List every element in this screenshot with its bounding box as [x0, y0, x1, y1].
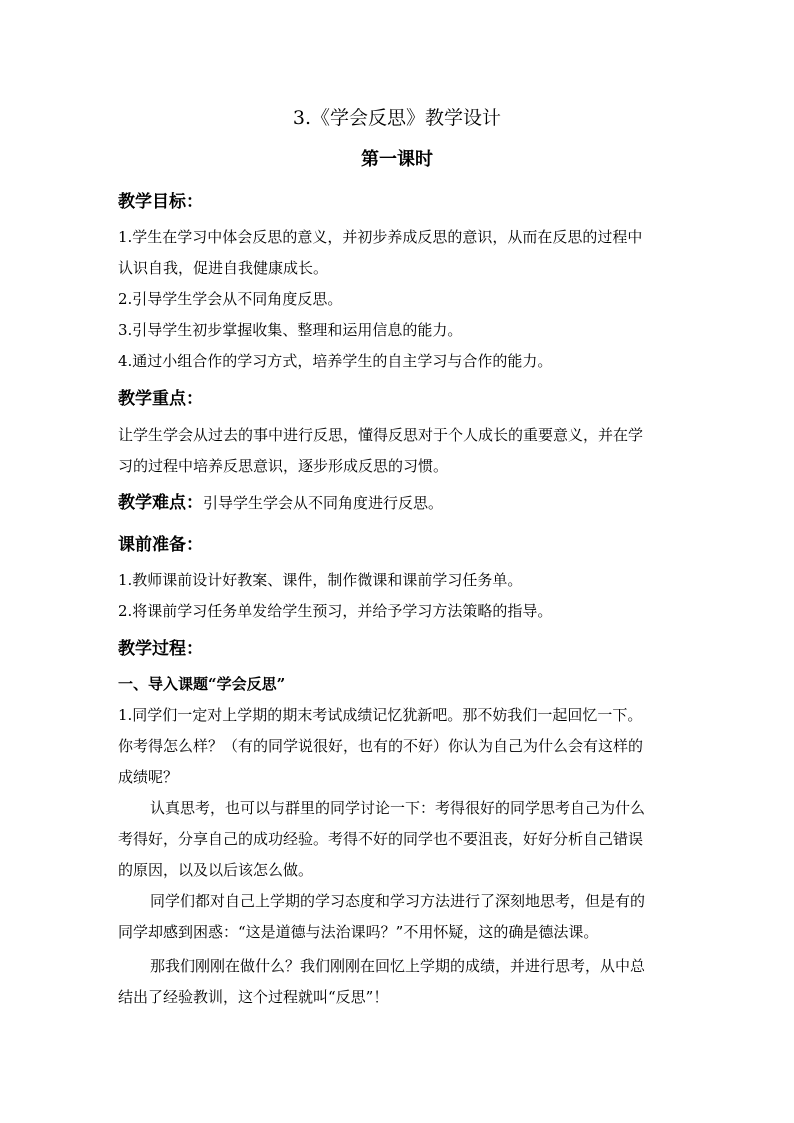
difficulty-row	[118, 492, 678, 514]
process-line: 同学却感到困惑：“这是道德与法治课吗？”不用怀疑，这的确是德法课。	[118, 923, 599, 941]
objectives-line: 1.学生在学习中体会反思的意义，并初步养成反思的意识，从而在反思的过程中	[118, 228, 643, 246]
difficulty-heading: 教学难点：	[118, 493, 203, 513]
document-title: 3.《学会反思》教学设计	[292, 107, 502, 129]
process-line: 成绩呢？	[118, 768, 179, 786]
process-line: 考得好，分享自己的成功经验。考得不好的同学也不要沮丧，好好分析自己错误	[118, 830, 644, 848]
document-subtitle: 第一课时	[361, 149, 433, 170]
key-points-line: 让学生学会从过去的事中进行反思，懂得反思对于个人成长的重要意义，并在学	[118, 426, 644, 444]
preparation-line: 1.教师课前设计好教案、课件，制作微课和课前学习任务单。	[118, 571, 523, 589]
process-line: 那我们刚刚在做什么？我们刚刚在回忆上学期的成绩，并进行思考，从中总	[150, 957, 646, 975]
process-line: 结出了经验教训，这个过程就叫“反思”！	[118, 988, 389, 1006]
preparation-heading: 课前准备：	[118, 535, 203, 555]
difficulty-text: 引导学生学会从不同角度进行反思。	[203, 494, 444, 512]
objectives-line: 3.引导学生初步掌握收集、整理和运用信息的能力。	[118, 321, 463, 339]
process-line: 的原因，以及以后该怎么做。	[118, 861, 314, 879]
objectives-line: 认识自我，促进自我健康成长。	[118, 259, 329, 277]
process-line: 同学们都对自己上学期的学习态度和学习方法进行了深刻地思考，但是有的	[150, 892, 646, 910]
process-section-heading: 一、导入课题“学会反思”	[118, 675, 286, 693]
key-points-heading: 教学重点：	[118, 389, 203, 409]
process-line: 你考得怎么样？（有的同学说很好，也有的不好）你认为自己为什么会有这样的	[118, 737, 644, 755]
preparation-line: 2.将课前学习任务单发给学生预习，并给予学习方法策略的指导。	[118, 602, 553, 620]
process-heading: 教学过程：	[118, 639, 203, 659]
process-line: 认真思考，也可以与群里的同学讨论一下：考得很好的同学思考自己为什么	[150, 799, 646, 817]
objectives-line: 4.通过小组合作的学习方式，培养学生的自主学习与合作的能力。	[118, 352, 553, 370]
objectives-heading: 教学目标：	[118, 192, 203, 212]
process-line: 1.同学们一定对上学期的期末考试成绩记忆犹新吧。那不妨我们一起回忆一下。	[118, 706, 643, 724]
key-points-line: 习的过程中培养反思意识，逐步形成反思的习惯。	[118, 457, 449, 475]
objectives-line: 2.引导学生学会从不同角度反思。	[118, 290, 343, 308]
